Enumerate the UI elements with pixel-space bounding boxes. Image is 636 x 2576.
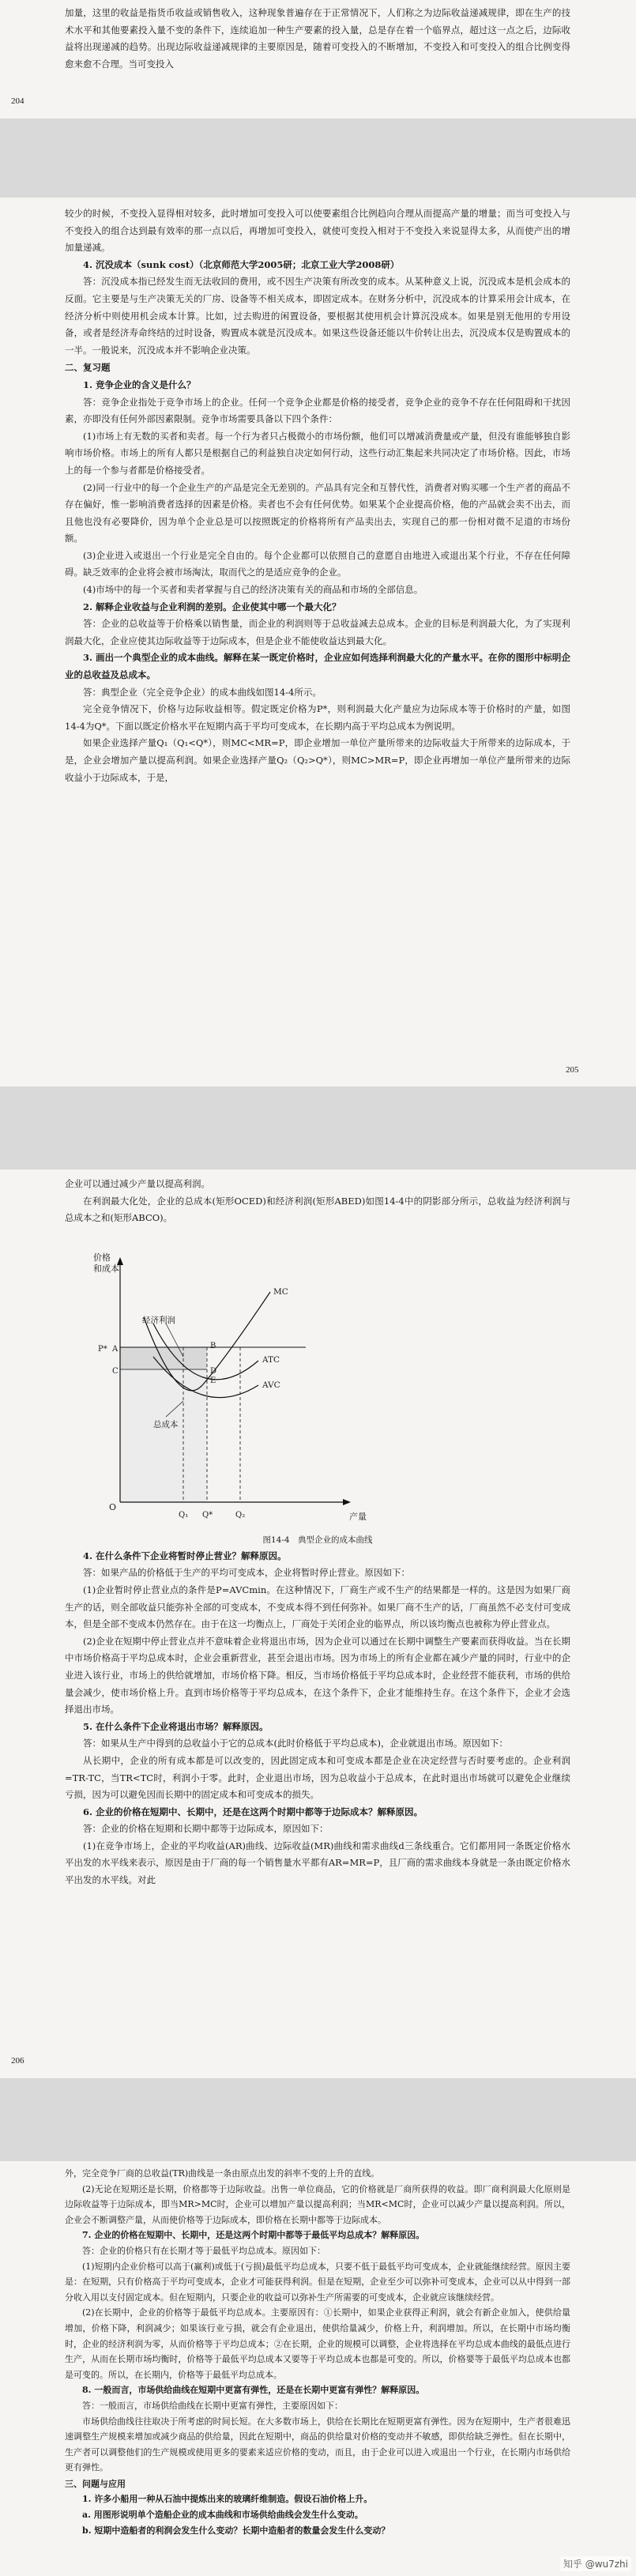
page-205-body	[65, 205, 570, 786]
paragraph: (2)同一行业中的每一个企业生产的产品是完全无差别的。产品具有完全和互替代性，消费者对购买哪一个生产者的商品不存在偏好，惟一影响消费者选择的因素是价格。卖者也不会有任何优势。如果某个企业提高价格，他的产品就会卖不出去，而且他也没有必要降价，因为单个企业总是可以按照既定的价格将所有产品卖出去，实现自己的那一份相对微不足道的市场份额。	[65, 481, 570, 544]
profit-area	[120, 1347, 207, 1369]
mc-label: MC	[273, 1286, 288, 1297]
section-heading: 二、复习题	[65, 362, 111, 374]
question-heading: 6. 企业的价格在短期中、长期中，还是在这两个时期中都等于边际成本？解释原因。	[83, 1806, 423, 1817]
paragraph: 从长期中，企业的所有成本都是可以改变的，因此固定成本和可变成本都是企业在决定经营与否时要考虑的。企业利润=TR-TC，当TR<TC时，利润小于零。此时，企业退出市场，因为总收益小于总成本，在此时退出市场就可以避免企业继续亏损，因为可以避免因而长期中的固定成本和可变成本的损失。	[65, 1754, 570, 1801]
x-axis-arrow	[343, 1499, 351, 1505]
price-label: P*	[98, 1344, 107, 1354]
question-heading: 2. 解释企业收益与企业利润的差别。企业使其中哪一个最大化？	[83, 601, 341, 612]
paragraph: (2)无论在短期还是长期，价格都等于边际收益。出售一单位商品，它的价格就是厂商所获得的收益。即厂商利润最大化原则是边际收益等于边际成本，即当MR>MC时，企业可以增加产量以提高利润；当MR<MC时，企业可以减少产量以提高利润。所以，企业会不断调整产量，从而使价格等于边际成本，即价格在长期中都等于边际成本。	[65, 2183, 570, 2225]
paragraph: 答：如果从生产中得到的总收益小于它的总成本(此时价格低于平均总成本)，企业就退出市场。原因如下：	[83, 1738, 508, 1749]
page-207	[0, 2161, 636, 2576]
question-heading: 1. 竞争企业的含义是什么？	[83, 378, 196, 390]
y-axis-label-top: 价格	[93, 1252, 111, 1263]
point-b: B	[210, 1341, 216, 1350]
paragraph: 如果企业选择产量Q₁（Q₁<Q*），则MC<MR=P，即企业增加一单位产量所带来的边际收益大于所带来的边际成本，于是，企业会增加产量以提高利润。如果企业选择产量Q₂（Q₂>Q*），则MC>MR=P，即企业再增加一单位产量所带来的边际收益小于边际成本，于是，	[65, 737, 570, 783]
paragraph: (2)企业在短期中停止营业点并不意味着企业将退出市场，因为企业可以通过在长期中调整生产要素而获得收益。当在长期中市场价格高于平均总成本时，企业会重新营业，甚至会退出市场。因为市场上的所有企业都在减少产量的同时，行业中的企业进入该行业，市场上的供给就增加，市场价格下降。相反，当市场价格低于平均总成本时，企业经营不能获利，市场的供给量会减少，使市场价格上升。直到市场价格等于平均总成本，在这个条件下，企业才能维持生存。在这个条件下，企业才会选择退出市场。	[65, 1635, 570, 1715]
atc-label: ATC	[262, 1354, 280, 1365]
page-204	[0, 0, 636, 119]
y-axis-label	[93, 1252, 119, 1275]
qstar-label: Q*	[202, 1510, 213, 1520]
question-heading: 5. 在什么条件下企业将退出市场？解释原因。	[83, 1720, 269, 1732]
point-e: E	[210, 1376, 216, 1385]
point-a: A	[112, 1344, 119, 1354]
paragraph: (3)企业进入或退出一个行业是完全自由的。每个企业都可以依照自己的意愿自由地进入或退出某个行业，不存在任何障碍。缺乏效率的企业将会被市场淘汰，取而代之的是适应竞争的企业。	[65, 549, 570, 578]
page-205	[0, 198, 636, 1087]
paragraph: (1)市场上有无数的买者和卖者。每一个行为者只占极微小的市场份额，他们可以增减消费量或产量，但没有谁能够独自影响市场价格。市场上的所有人都只是根据自己的利益独自决定如何行动，这些行动汇集起来共同决定了市场价格。因此，市场上的每一个参与者都是价格接受者。	[65, 430, 570, 476]
question-item: b. 短期中造船者的利润会发生什么变动？长期中造船者的数量会发生什么变动？	[82, 2525, 390, 2536]
paragraph: 答：沉没成本指已经发生而无法收回的费用，或不因生产决策有所改变的成本。从某种意义上说，沉没成本是机会成本的反面。它主要是与生产决策无关的厂房、设备等不相关成本，即固定成本。在财务分析中，沉没成本的计算采用会计成本，在经济分析中则使用机会成本计算。比如，过去购进的闲置设备，要根据其使用机会计算沉没成本。如果是别无他用的专用设备，或者是经济寿命终结的过时设备，购置成本就是沉没成本。如果这些设备还能以牛价转让出去，沉没成本仅是购置成本的一半。一般说来，沉没成本并不影响企业决策。	[65, 276, 570, 356]
question-heading: 8. 一般而言，市场供给曲线在短期中更富有弹性，还是在长期中更富有弹性？解释原因。	[82, 2385, 425, 2396]
point-d: D	[210, 1366, 217, 1376]
paragraph: 答：企业的总收益等于价格乘以销售量，而企业的利润则等于总收益减去总成本。企业的目标是利润最大化，为了实现利润最大化，企业应使其边际收益等于边际成本，但是企业不能使收益达到最大化。	[65, 618, 570, 646]
page-207-body	[65, 2166, 570, 2538]
page-number: 206	[11, 2056, 24, 2066]
paragraph: 答：一般而言，市场供给曲线在长期中更富有弹性，主要原因如下：	[82, 2400, 343, 2411]
paragraph: 外，完全竞争厂商的总收益(TR)曲线是一条由原点出发的斜率不变的上升的直线。	[65, 2168, 380, 2179]
paragraph: (1)企业暂时停止营业点的条件是P=AVCmin。在这种情况下，厂商生产或不生产的结果都是一样的。这是因为如果厂商生产的话，则全部收益只能弥补全部的可变成本，不变成本得不到任何弥补。如果厂商不生产的话，厂商虽然不必支付可变成本，但是全部不变成本仍然存在。由于在这一均衡点上，厂商处于关闭企业的临界点，所以该均衡点也被称为停止营业点。	[65, 1584, 570, 1630]
paragraph: 加量，这里的收益是指货币收益或销售收入，这种现象普遍存在于正常情况下，人们称之为边际收益递减规律，即在生产的技术水平和其他要素投入量不变的条件下，连续追加一种生产要素的投入量，总是存在着一个临界点，超过这一点之后，边际收益将出现递减的趋势。出现边际收益递减规律的主要原因是，随着可变投入的不断增加，不变投入和可变投入的组合比例变得愈来愈不合理。当可变投入	[65, 7, 570, 70]
cost-curve-diagram	[65, 1230, 570, 1531]
paragraph: 较少的时候，不变投入显得相对较多，此时增加可变投入可以使要素组合比例趋向合理从而提高产量的增量；而当可变投入与不变投入的组合达到最有效率的那一点以后，再增加可变投入，就使可变投入相对于不变投入来说显得太多，从而使产出的增加量递减。	[65, 208, 570, 254]
paragraph: (4)市场中的每一个买者和卖者掌握与自己的经济决策有关的商品和市场的全部信息。	[83, 584, 423, 596]
profit-annotation: 经济利润	[142, 1315, 175, 1325]
paragraph: 答：如果产品的价格低于生产的平均可变成本，企业将暂时停止营业。原因如下：	[83, 1567, 410, 1579]
q1-label: Q₁	[179, 1510, 189, 1520]
question-item: a. 用图形说明单个造船企业的成本曲线和市场供给曲线会发生什么变动。	[82, 2510, 363, 2521]
q2-label: Q₂	[235, 1510, 246, 1520]
y-axis-label-bottom: 和成本	[93, 1263, 119, 1274]
paragraph: 完全竞争情况下，价格与边际收益相等。假定既定价格为P*，则利润最大化产量应为边际成本等于价格时的产量，如图14-4为Q*。下面以既定价格水平在短期内高于平均可变成本，在长期内高于平均总成本为例说明。	[65, 703, 570, 732]
page-number: 205	[566, 1065, 579, 1075]
paragraph: (1)短期内企业价格可以高于(赢利)或低于(亏损)最低平均总成本，只要不低于最低平均可变成本，企业就能继续经营。原因主要是：在短期，只有价格高于平均可变成本，企业才可能获得利润。但是在短期，企业至少可以弥补可变成本，企业可以从中得到一部分收入用以支付固定成本。但在短期内，只要企业的收益可以弥补生产所需要的可变成本，企业就应该继续经营。	[65, 2261, 570, 2303]
figure-caption: 图14-4 典型企业的成本曲线	[262, 1535, 373, 1545]
section-heading: 三、问题与应用	[65, 2478, 126, 2489]
cost-annotation: 总成本	[153, 1419, 179, 1429]
paragraph: 答：典型企业（完全竞争企业）的成本曲线如图14-4所示。	[83, 686, 322, 698]
point-c: C	[112, 1366, 119, 1376]
x-axis-label: 产量	[349, 1511, 367, 1522]
origin-label: O	[109, 1501, 117, 1512]
paragraph: 企业可以通过减少产量以提高利润。	[65, 1178, 210, 1189]
page-206	[0, 1169, 636, 2078]
watermark: 知乎 @wu7zhi	[560, 2556, 631, 2571]
paragraph: 在利润最大化处，企业的总成本(矩形OCED)和经济利润(矩形ABED)如图14-4中的阴影部分所示，总收益为经济利润与总成本之和(矩形ABCO)。	[65, 1195, 570, 1224]
question-heading: 3. 画出一个典型企业的成本曲线。解释在某一既定价格时，企业应如何选择利润最大化的产量水平。在你的图形中标明企业的总收益及总成本。	[65, 652, 570, 681]
question-heading: 1. 许多小船用一种从石油中提炼出来的玻璃纤维制造。假设石油价格上升。	[82, 2494, 373, 2505]
paragraph: 答：竞争企业指处于竞争市场上的企业。任何一个竞争企业都是价格的接受者，竞争企业的竞争不存在任何阻碍和干扰因素，亦即没有任何外部因素限制。竞争市场需要具备以下四个条件：	[65, 396, 570, 425]
cost-curve-figure	[65, 1230, 570, 1546]
paragraph: 答：企业的价格在短期和长期中都等于边际成本，原因如下：	[83, 1823, 329, 1835]
paragraph: 答：企业的价格只有在长期才等于最低平均总成本。原因如下：	[82, 2245, 326, 2256]
total-cost-area	[120, 1369, 207, 1502]
page-number: 204	[11, 96, 24, 106]
question-heading: 7. 企业的价格在短期中、长期中，还是这两个时期中都等于最低平均总成本？解释原因。	[82, 2230, 425, 2241]
page-204-body	[65, 5, 570, 73]
paragraph: (1)在竞争市场上，企业的平均收益(AR)曲线、边际收益(MR)曲线和需求曲线d三条线重合。它们都用同一条既定价格水平出发的水平线来表示，原因是由于厂商的每一个销售量水平都有AR=MR=P，且厂商的需求曲线本身就是一条由既定价格水平出发的水平线。对此	[65, 1840, 570, 1886]
question-heading: 4. 在什么条件下企业将暂时停止营业？解释原因。	[83, 1550, 287, 1561]
question-heading: 4. 沉没成本（sunk cost）（北京师范大学2005研；北京工业大学2008研）	[83, 258, 400, 270]
page-206-body	[65, 1176, 570, 1889]
paragraph: (2)在长期中，企业的价格等于最低平均总成本。主要原因有：①长期中，如果企业获得正利润，就会有新企业加入，使供给量增加，价格下降，利润减少；如果该行业亏损，就会有企业退出，使供给量减少，价格上升，利润增加。所以，在长期中市场均衡时，企业的经济利润为零，从而价格等于平均总成本；②在长期，企业的规模可以调整，企业将选择在平均总成本曲线的最低点进行生产，从而在长期市场均衡时，价格等于最低平均总成本又要等于平均总成本也都是可变的。所以，价格要等于最低平均总成本也都是可变的。所以，在长期内，价格等于最低平均总成本。	[65, 2307, 570, 2380]
avc-label: AVC	[262, 1380, 280, 1390]
paragraph: 市场供给曲线往往取决于所考虑的时间长短。在大多数市场上，供给在长期比在短期更富有弹性。因为在短期中，生产者很难迅速调整生产规模来增加或减少商品的供给量，因此在短期中，商品的供给量对价格的变动并不敏感，即供给缺乏弹性。但在长期中，生产者可以调整他们的生产规模或使用更多的要素来适应价格的变动，而且，由于企业可以进入或退出一个行业，在长期内市场供给更有弹性。	[65, 2416, 570, 2473]
